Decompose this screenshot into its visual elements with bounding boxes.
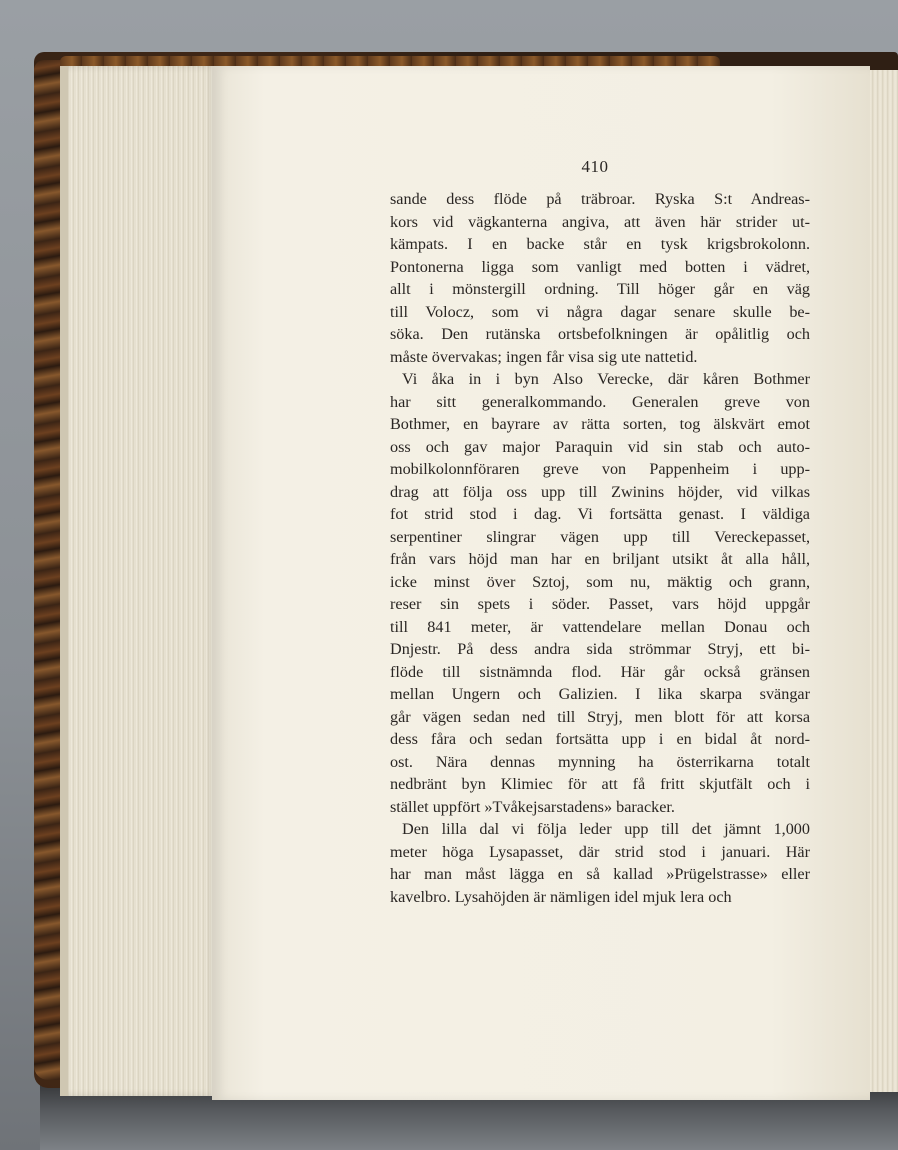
text-line: mobilkolonnföraren greve von Pappenheim i upp-	[390, 460, 810, 478]
text-line: från vars höjd man har en briljant utsikt åt alla håll,	[390, 550, 810, 568]
text-line: nedbränt byn Klimiec för att få fritt skjutfält och i	[390, 775, 810, 793]
text-line: Bothmer, en bayrare av rätta sorten, tog älskvärt emot	[390, 415, 810, 433]
text-line: icke minst över Sztoj, som nu, mäktig och grann,	[390, 572, 810, 591]
text-line: måste övervakas; ingen får visa sig ute nattetid.	[390, 347, 698, 366]
paragraph	[390, 368, 810, 818]
text-line: Pontonerna ligga som vanligt med botten i vädret,	[390, 257, 810, 276]
paragraph	[390, 818, 810, 908]
text-line: drag att följa oss upp till Zwinins höjder, vid vilkas	[390, 482, 810, 501]
text-line: kors vid vägkanterna angiva, att även här strider ut-	[390, 212, 810, 231]
text-line: ost. Nära dennas mynning ha österrikarna totalt	[390, 752, 810, 771]
text-line: går vägen sedan ned till Stryj, men blott för att korsa	[390, 707, 810, 726]
page-number: 410	[581, 157, 609, 176]
text-line: har sitt generalkommando. Generalen greve von	[390, 392, 810, 411]
text-line: till Volocz, som vi några dagar senare skulle be-	[390, 302, 810, 321]
text-line: Vi åka in i byn Also Verecke, där kåren Bothmer	[402, 370, 810, 388]
text-line: har man måst lägga en så kallad »Prügelstrasse» eller	[390, 865, 810, 883]
text-line: dess fåra och sedan fortsätta upp i en bidal åt nord-	[390, 730, 810, 748]
page-text	[390, 188, 810, 908]
text-line: mellan Ungern och Galizien. I lika skarpa svängar	[390, 685, 810, 703]
left-page-stack	[60, 66, 218, 1096]
text-line: stället uppfört »Tvåkejsarstadens» baracker.	[390, 797, 675, 816]
text-line: Den lilla dal vi följa leder upp till det jämnt 1,000	[402, 820, 810, 838]
text-line: serpentiner slingrar vägen upp till Vereckepasset,	[390, 527, 810, 546]
text-line: oss och gav major Paraquin vid sin stab och auto-	[390, 437, 810, 456]
paragraph	[390, 188, 810, 368]
text-line: till 841 meter, är vattendelare mellan Donau och	[390, 617, 810, 636]
left-page-stack-edge	[60, 66, 68, 1096]
text-line: kämpats. I en backe står en tysk krigsbrokolonn.	[390, 235, 810, 253]
text-line: sande dess flöde på träbroar. Ryska S:t Andreas-	[390, 190, 810, 208]
text-line: Dnjestr. På dess andra sida strömmar Stryj, ett bi-	[390, 640, 810, 658]
text-line: fot strid stod i dag. Vi fortsätta genast. I väldiga	[390, 505, 810, 523]
text-line: allt i mönstergill ordning. Till höger går en väg	[390, 280, 810, 298]
text-line: flöde till sistnämnda flod. Här går också gränsen	[390, 662, 810, 681]
text-line: reser sin spets i söder. Passet, vars höjd uppgår	[390, 595, 810, 613]
text-line: söka. Den rutänska ortsbefolkningen är opålitlig och	[390, 325, 810, 343]
text-line: meter höga Lysapasset, där strid stod i januari. Här	[390, 842, 810, 861]
text-line: kavelbro. Lysahöjden är nämligen idel mjuk lera och	[390, 887, 732, 906]
